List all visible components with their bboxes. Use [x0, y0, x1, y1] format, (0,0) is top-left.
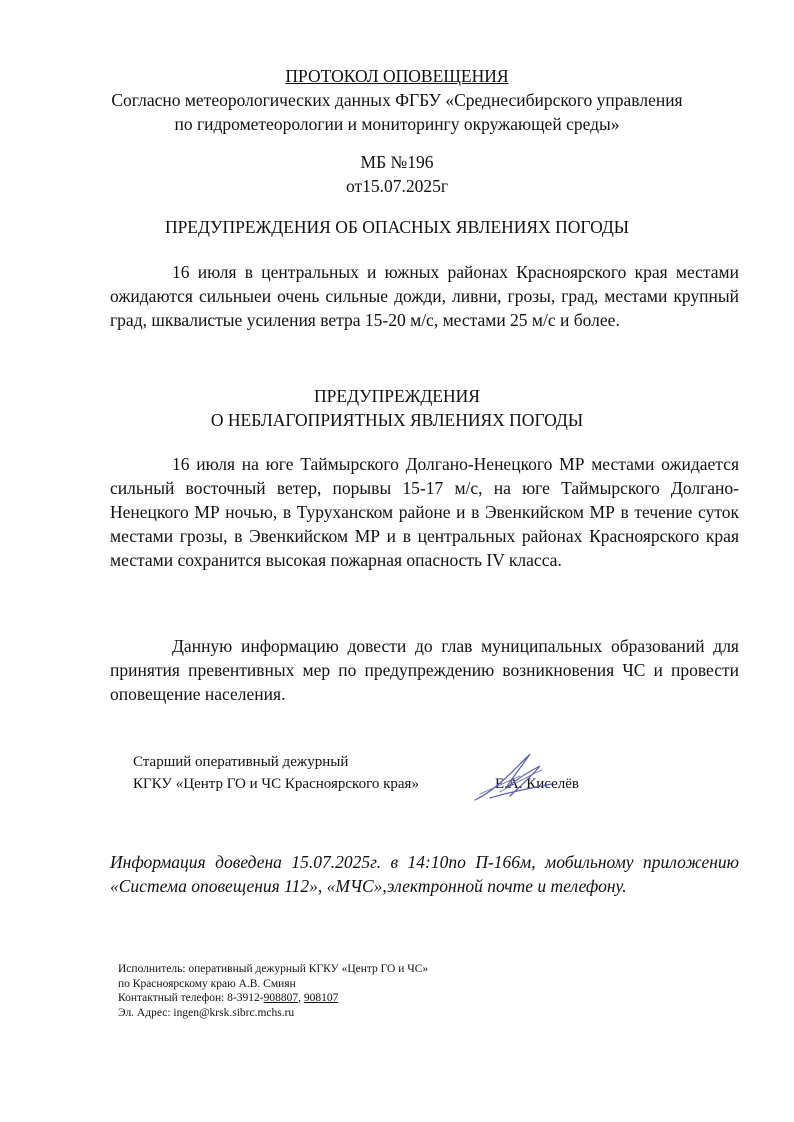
delivery-info: Информация доведена 15.07.2025г. в 14:10по П-166м, мобильному приложению «Система оповещения 112», «МЧС»,электронной почте и телефону.: [110, 852, 739, 896]
section-2-heading-1: ПРЕДУПРЕЖДЕНИЯ: [314, 386, 480, 406]
footer-phone: [118, 991, 638, 1006]
signer-position-2: КГКУ «Центр ГО и ЧС Красноярского края»: [133, 776, 419, 792]
signer-name: Е.А. Киселёв: [495, 776, 580, 792]
section-2-heading-2: О НЕБЛАГОПРИЯТНЫХ ЯВЛЕНИЯХ ПОГОДЫ: [210, 410, 584, 430]
footer-email: Эл. Адрес: ingen@krsk.sibrc.mchs.ru: [118, 1006, 295, 1019]
footer-phone-1: 908807: [263, 992, 299, 1004]
footer-phone-2: 908107: [303, 992, 339, 1004]
footer-executor-line-1: Исполнитель: оперативный дежурный КГКУ «Центр ГО и ЧС»: [118, 963, 429, 975]
handwritten-signature: [470, 748, 560, 808]
section-2-text: 16 июля на юге Таймырского Долгано-Ненецкого МР местами ожидается сильный восточный ветер, порывы 15-17 м/с, на юге Таймырского Долгано-Ненецкого МР ночью, в Туруханском районе и в Эвенкийском МР в течение суток местами грозы, в Эвенкийском МР и в центральных районах Красноярского края местами сохранится высокая пожарная опасность IV класса.: [110, 454, 739, 570]
instruction-text: Данную информацию довести до глав муниципальных образований для принятия превентивных мер по предупреждению возникновения ЧС и провести оповещение населения.: [110, 636, 739, 704]
bulletin-date: от15.07.2025г: [345, 176, 449, 196]
signer-position-1: Старший оперативный дежурный: [133, 754, 349, 770]
document-title: ПРОТОКОЛ ОПОВЕЩЕНИЯ: [285, 66, 509, 86]
footer-phone-prefix: Контактный телефон: 8-3912-: [118, 992, 264, 1004]
section-1-text: 16 июля в центральных и южных районах Красноярского края местами ожидаются сильныеи очень сильные дожди, ливни, грозы, град, местами крупный град, шквалистые усиления ветра 15-20 м/с, местами 25 м/с и более.: [110, 262, 739, 330]
bulletin-number: МБ №196: [360, 152, 434, 172]
source-line-1: Согласно метеорологических данных ФГБУ «Среднесибирского управления: [111, 90, 683, 110]
source-line-2: по гидрометеорологии и мониторингу окружающей среды»: [174, 114, 620, 134]
section-1-heading: ПРЕДУПРЕЖДЕНИЯ ОБ ОПАСНЫХ ЯВЛЕНИЯХ ПОГОДЫ: [164, 217, 630, 237]
footer-executor-line-2: по Красноярскому краю А.В. Смиян: [118, 977, 296, 990]
footer-phone-separator: ,: [298, 992, 304, 1004]
